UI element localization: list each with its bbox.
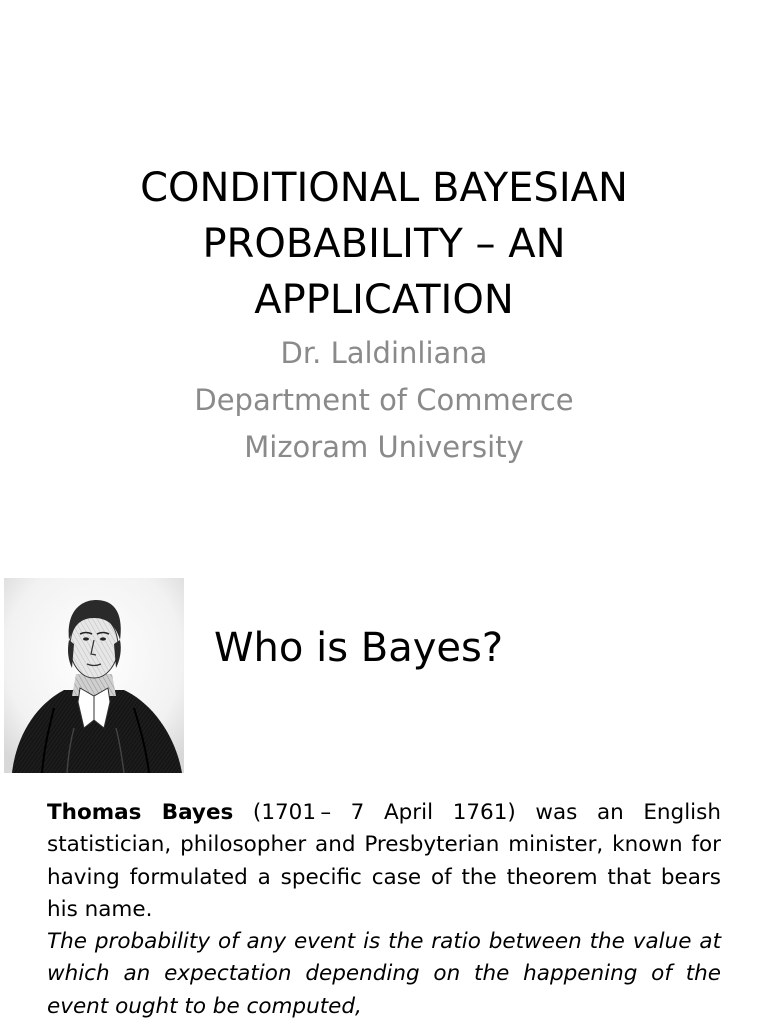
portrait-image: [4, 578, 184, 773]
department-name: Department of Commerce: [194, 383, 574, 417]
title-line-1: CONDITIONAL BAYESIAN: [140, 165, 628, 211]
slide-title: [40, 160, 728, 328]
bayes-quote: The probability of any event is the ratio between the value at which an expectation depending on the happening of the event ought to be computed,: [47, 929, 721, 1019]
section-heading: Who is Bayes?: [214, 625, 504, 671]
bio-name: Thomas Bayes: [47, 800, 234, 825]
author-name: Dr. Laldinliana: [280, 336, 488, 370]
bio-details: (1701 – 7 April 1761) was an English statistician, philosopher and Presbyterian minister, known for having formulated a specific case of the theorem that bears his name.: [47, 800, 721, 922]
bio-paragraph: [47, 797, 721, 926]
bio-text-block: [47, 797, 721, 1023]
title-line-3: APPLICATION: [254, 277, 514, 323]
university-name: Mizoram University: [244, 430, 524, 464]
title-line-2: PROBABILITY – AN: [202, 221, 566, 267]
slide-subtitle: [40, 330, 728, 471]
